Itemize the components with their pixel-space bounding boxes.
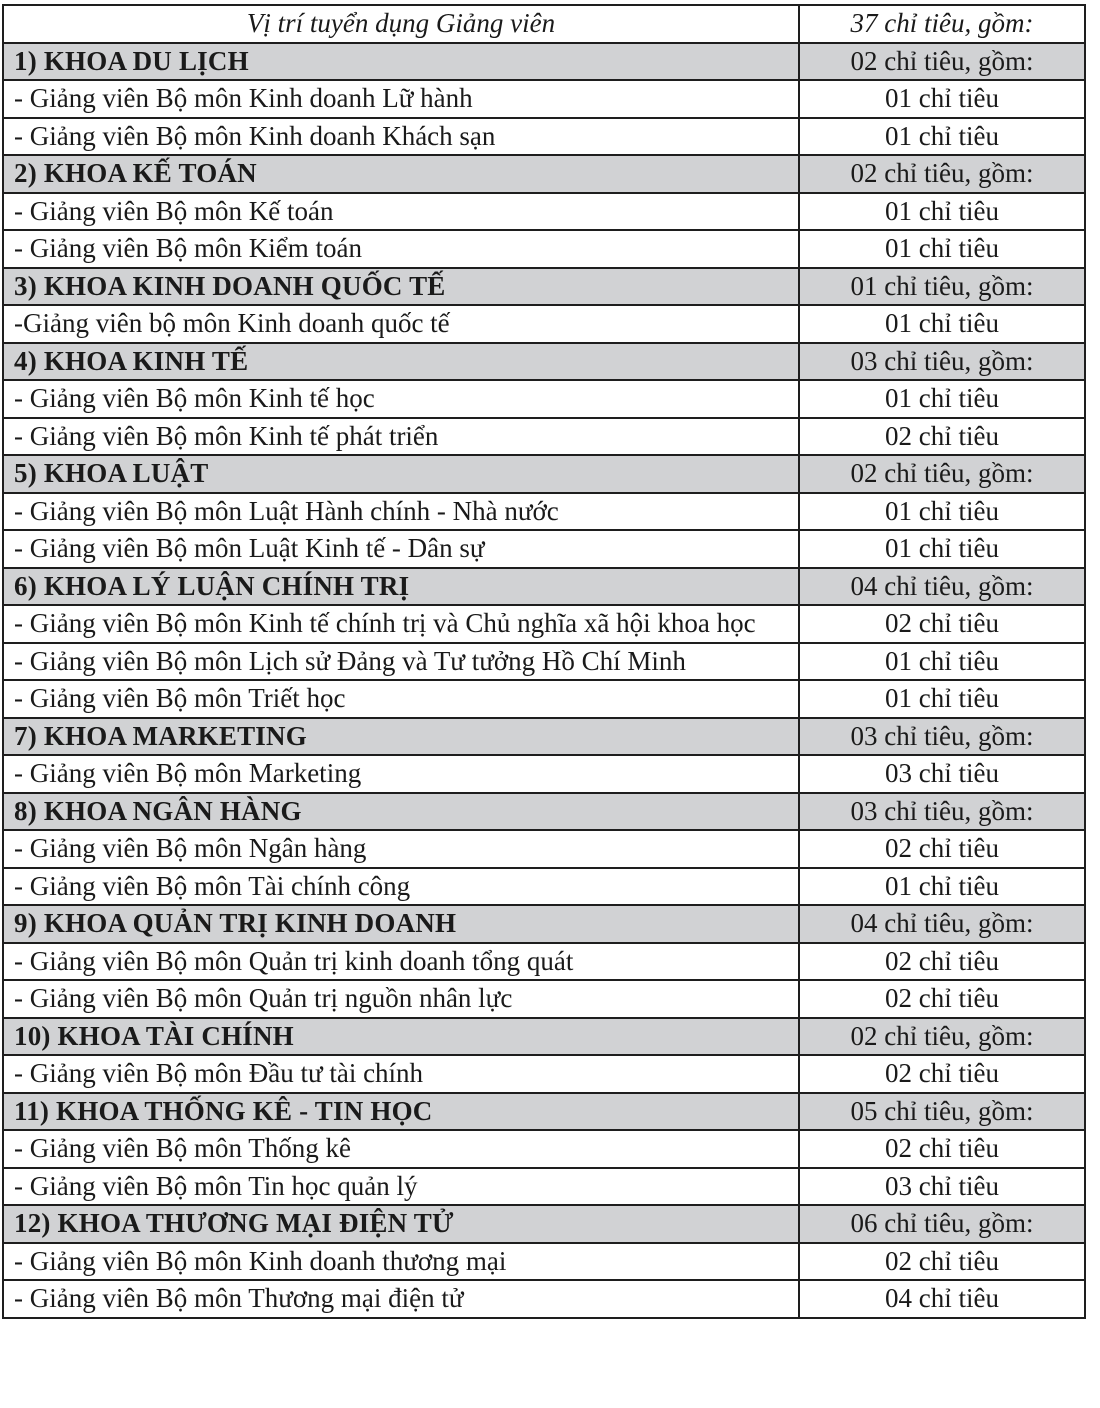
position-name: - Giảng viên Bộ môn Kiểm toán bbox=[3, 230, 799, 268]
table-row bbox=[3, 418, 1085, 456]
position-quota: 01 chỉ tiêu bbox=[799, 530, 1085, 568]
recruitment-table bbox=[2, 4, 1086, 1319]
position-quota: 02 chỉ tiêu bbox=[799, 943, 1085, 981]
table-row bbox=[3, 830, 1085, 868]
table-row bbox=[3, 193, 1085, 231]
position-quota: 02 chỉ tiêu bbox=[799, 1243, 1085, 1281]
section-title: 8) KHOA NGÂN HÀNG bbox=[3, 793, 799, 831]
position-quota: 01 chỉ tiêu bbox=[799, 118, 1085, 156]
table-row bbox=[3, 380, 1085, 418]
position-quota: 03 chỉ tiêu bbox=[799, 1168, 1085, 1206]
position-name: - Giảng viên Bộ môn Kinh doanh thương mại bbox=[3, 1243, 799, 1281]
section-title: 9) KHOA QUẢN TRỊ KINH DOANH bbox=[3, 905, 799, 943]
table-row bbox=[3, 530, 1085, 568]
table-row bbox=[3, 1055, 1085, 1093]
table-row bbox=[3, 605, 1085, 643]
position-quota: 01 chỉ tiêu bbox=[799, 680, 1085, 718]
table-header-row bbox=[3, 5, 1085, 43]
section-row bbox=[3, 268, 1085, 306]
table-row bbox=[3, 943, 1085, 981]
position-quota: 01 chỉ tiêu bbox=[799, 643, 1085, 681]
section-quota: 04 chỉ tiêu, gồm: bbox=[799, 568, 1085, 606]
section-title: 7) KHOA MARKETING bbox=[3, 718, 799, 756]
position-quota: 01 chỉ tiêu bbox=[799, 80, 1085, 118]
section-quota: 02 chỉ tiêu, gồm: bbox=[799, 1018, 1085, 1056]
table-row bbox=[3, 80, 1085, 118]
table-row bbox=[3, 1280, 1085, 1318]
position-quota: 02 chỉ tiêu bbox=[799, 1130, 1085, 1168]
table-row bbox=[3, 643, 1085, 681]
section-row bbox=[3, 455, 1085, 493]
section-title: 3) KHOA KINH DOANH QUỐC TẾ bbox=[3, 268, 799, 306]
section-title: 10) KHOA TÀI CHÍNH bbox=[3, 1018, 799, 1056]
section-row bbox=[3, 155, 1085, 193]
header-position: Vị trí tuyển dụng Giảng viên bbox=[3, 5, 799, 43]
position-quota: 02 chỉ tiêu bbox=[799, 1055, 1085, 1093]
table-row bbox=[3, 1168, 1085, 1206]
position-name: - Giảng viên Bộ môn Lịch sử Đảng và Tư tưởng Hồ Chí Minh bbox=[3, 643, 799, 681]
position-name: -Giảng viên bộ môn Kinh doanh quốc tế bbox=[3, 305, 799, 343]
position-name: - Giảng viên Bộ môn Tài chính công bbox=[3, 868, 799, 906]
position-name: - Giảng viên Bộ môn Ngân hàng bbox=[3, 830, 799, 868]
position-quota: 02 chỉ tiêu bbox=[799, 980, 1085, 1018]
position-quota: 01 chỉ tiêu bbox=[799, 230, 1085, 268]
table-row bbox=[3, 118, 1085, 156]
section-quota: 02 chỉ tiêu, gồm: bbox=[799, 155, 1085, 193]
table-row bbox=[3, 493, 1085, 531]
section-quota: 02 chỉ tiêu, gồm: bbox=[799, 43, 1085, 81]
position-quota: 01 chỉ tiêu bbox=[799, 380, 1085, 418]
section-title: 1) KHOA DU LỊCH bbox=[3, 43, 799, 81]
section-quota: 04 chỉ tiêu, gồm: bbox=[799, 905, 1085, 943]
position-quota: 02 chỉ tiêu bbox=[799, 418, 1085, 456]
section-row bbox=[3, 905, 1085, 943]
table-row bbox=[3, 230, 1085, 268]
section-quota: 03 chỉ tiêu, gồm: bbox=[799, 718, 1085, 756]
section-row bbox=[3, 1018, 1085, 1056]
position-quota: 02 chỉ tiêu bbox=[799, 830, 1085, 868]
section-row bbox=[3, 793, 1085, 831]
section-quota: 06 chỉ tiêu, gồm: bbox=[799, 1205, 1085, 1243]
position-name: - Giảng viên Bộ môn Triết học bbox=[3, 680, 799, 718]
position-name: - Giảng viên Bộ môn Thương mại điện tử bbox=[3, 1280, 799, 1318]
table-row bbox=[3, 980, 1085, 1018]
position-name: - Giảng viên Bộ môn Tin học quản lý bbox=[3, 1168, 799, 1206]
position-name: - Giảng viên Bộ môn Kinh doanh Lữ hành bbox=[3, 80, 799, 118]
section-title: 2) KHOA KẾ TOÁN bbox=[3, 155, 799, 193]
position-name: - Giảng viên Bộ môn Quản trị nguồn nhân lực bbox=[3, 980, 799, 1018]
section-title: 11) KHOA THỐNG KÊ - TIN HỌC bbox=[3, 1093, 799, 1131]
position-name: - Giảng viên Bộ môn Kinh tế học bbox=[3, 380, 799, 418]
section-quota: 03 chỉ tiêu, gồm: bbox=[799, 793, 1085, 831]
section-title: 4) KHOA KINH TẾ bbox=[3, 343, 799, 381]
table-row bbox=[3, 1130, 1085, 1168]
section-title: 12) KHOA THƯƠNG MẠI ĐIỆN TỬ bbox=[3, 1205, 799, 1243]
table-row bbox=[3, 680, 1085, 718]
section-row bbox=[3, 1093, 1085, 1131]
position-name: - Giảng viên Bộ môn Kinh tế chính trị và Chủ nghĩa xã hội khoa học bbox=[3, 605, 799, 643]
table-row bbox=[3, 1243, 1085, 1281]
table-row bbox=[3, 868, 1085, 906]
position-quota: 01 chỉ tiêu bbox=[799, 305, 1085, 343]
section-quota: 01 chỉ tiêu, gồm: bbox=[799, 268, 1085, 306]
section-row bbox=[3, 1205, 1085, 1243]
position-name: - Giảng viên Bộ môn Kinh doanh Khách sạn bbox=[3, 118, 799, 156]
position-quota: 03 chỉ tiêu bbox=[799, 755, 1085, 793]
position-quota: 01 chỉ tiêu bbox=[799, 868, 1085, 906]
section-title: 6) KHOA LÝ LUẬN CHÍNH TRỊ bbox=[3, 568, 799, 606]
section-row bbox=[3, 568, 1085, 606]
section-row bbox=[3, 718, 1085, 756]
section-quota: 05 chỉ tiêu, gồm: bbox=[799, 1093, 1085, 1131]
position-name: - Giảng viên Bộ môn Kế toán bbox=[3, 193, 799, 231]
position-name: - Giảng viên Bộ môn Kinh tế phát triển bbox=[3, 418, 799, 456]
position-name: - Giảng viên Bộ môn Thống kê bbox=[3, 1130, 799, 1168]
position-quota: 02 chỉ tiêu bbox=[799, 605, 1085, 643]
section-title: 5) KHOA LUẬT bbox=[3, 455, 799, 493]
position-name: - Giảng viên Bộ môn Đầu tư tài chính bbox=[3, 1055, 799, 1093]
table-body bbox=[3, 43, 1085, 1318]
position-name: - Giảng viên Bộ môn Luật Kinh tế - Dân sự bbox=[3, 530, 799, 568]
section-row bbox=[3, 343, 1085, 381]
table-row bbox=[3, 755, 1085, 793]
section-quota: 02 chỉ tiêu, gồm: bbox=[799, 455, 1085, 493]
position-quota: 01 chỉ tiêu bbox=[799, 193, 1085, 231]
header-total-quota: 37 chỉ tiêu, gồm: bbox=[799, 5, 1085, 43]
section-quota: 03 chỉ tiêu, gồm: bbox=[799, 343, 1085, 381]
section-row bbox=[3, 43, 1085, 81]
position-quota: 01 chỉ tiêu bbox=[799, 493, 1085, 531]
position-quota: 04 chỉ tiêu bbox=[799, 1280, 1085, 1318]
position-name: - Giảng viên Bộ môn Luật Hành chính - Nhà nước bbox=[3, 493, 799, 531]
position-name: - Giảng viên Bộ môn Marketing bbox=[3, 755, 799, 793]
position-name: - Giảng viên Bộ môn Quản trị kinh doanh tổng quát bbox=[3, 943, 799, 981]
table-row bbox=[3, 305, 1085, 343]
